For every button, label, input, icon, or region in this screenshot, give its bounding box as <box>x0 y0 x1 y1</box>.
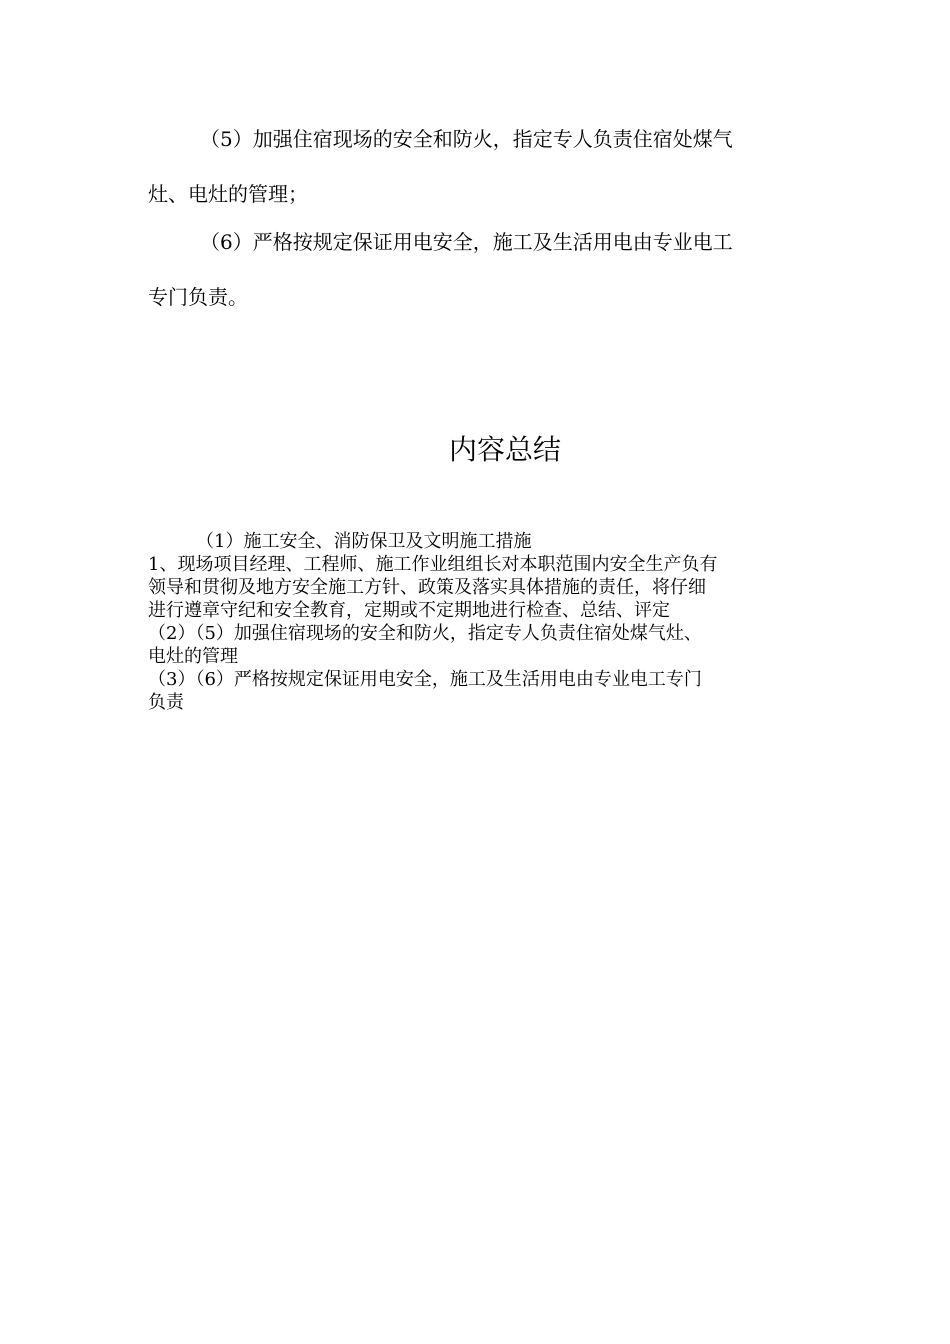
paragraph-6-line-2: 专门负责。 <box>148 285 248 309</box>
paragraph-5 <box>148 112 798 222</box>
summary-line: 1、现场项目经理、工程师、施工作业组组长对本职范围内安全生产负有 <box>148 554 718 575</box>
summary-line: 进行遵章守纪和安全教育，定期或不定期地进行检查、总结、评定 <box>148 600 670 621</box>
summary-line: 领导和贯彻及地方安全施工方针、政策及落实具体措施的责任，将仔细 <box>148 577 706 598</box>
paragraph-6-line-1: （6）严格按规定保证用电安全，施工及生活用电由专业电工 <box>200 230 733 254</box>
summary-line: （2）（5）加强住宿现场的安全和防火，指定专人负责住宿处煤气灶、 <box>148 623 702 644</box>
summary-line: （3）（6）严格按规定保证用电安全，施工及生活用电由专业电工专门 <box>148 669 702 690</box>
summary-block <box>148 530 808 714</box>
summary-line: （1）施工安全、消防保卫及文明施工措施 <box>196 531 532 552</box>
summary-line: 负责 <box>148 692 184 713</box>
paragraph-6 <box>148 215 798 325</box>
summary-line: 电灶的管理 <box>148 646 238 667</box>
paragraph-5-line-2: 灶、电灶的管理； <box>148 182 308 206</box>
summary-title: 内容总结 <box>448 433 561 466</box>
paragraph-5-line-1: （5）加强住宿现场的安全和防火，指定专人负责住宿处煤气 <box>200 127 733 151</box>
